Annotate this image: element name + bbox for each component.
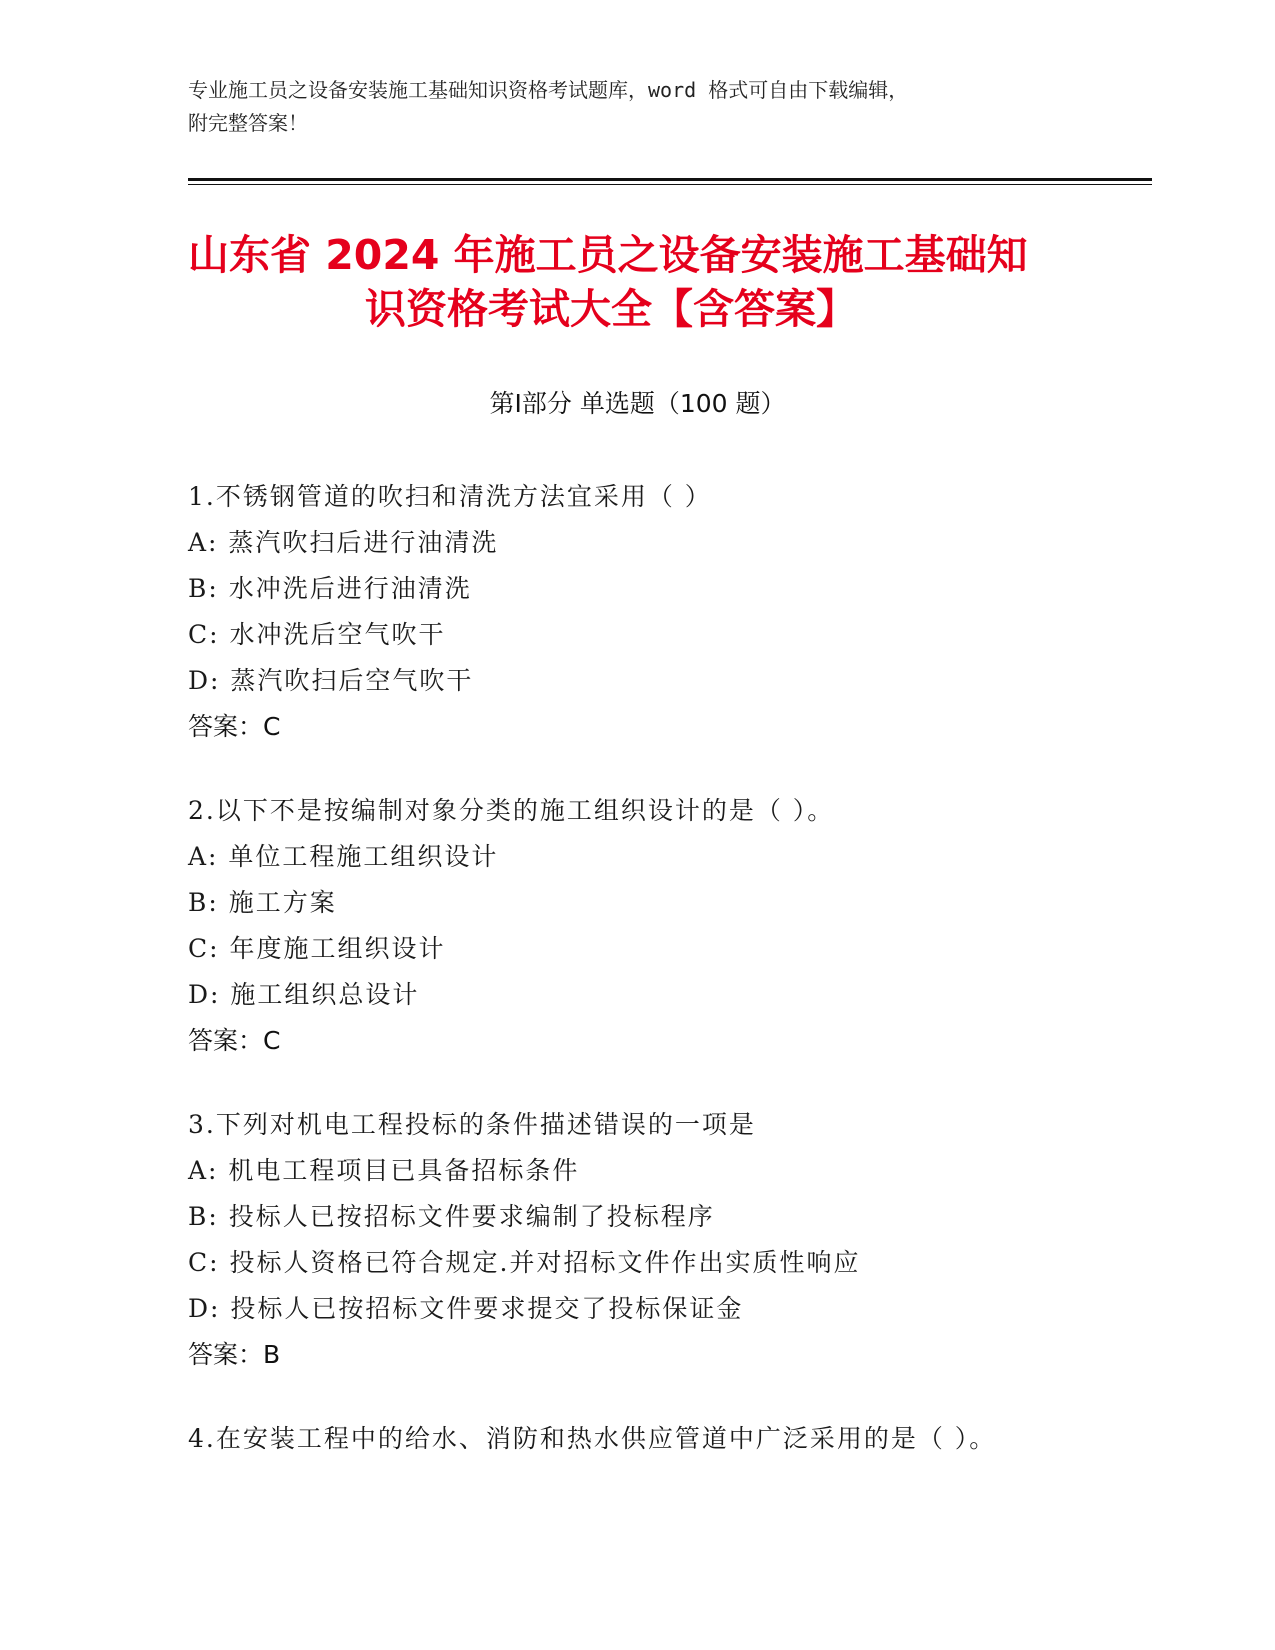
option-c: C: 投标人资格已符合规定.并对招标文件作出实质性响应 xyxy=(188,1248,861,1277)
header-divider xyxy=(188,178,1152,181)
option-b: B: 水冲洗后进行油清洗 xyxy=(188,574,472,603)
answer: 答案：C xyxy=(188,712,281,741)
option-d: D: 蒸汽吹扫后空气吹干 xyxy=(188,666,474,695)
question-stem: 3.下列对机电工程投标的条件描述错误的一项是 xyxy=(188,1110,756,1139)
option-a: A: 单位工程施工组织设计 xyxy=(188,842,499,871)
option-c: C: 年度施工组织设计 xyxy=(188,934,446,963)
option-a: A: 机电工程项目已具备招标条件 xyxy=(188,1156,580,1185)
question-stem: 1.不锈钢管道的吹扫和清洗方法宜采用（ ） xyxy=(188,482,712,511)
option-b: B: 投标人已按招标文件要求编制了投标程序 xyxy=(188,1202,715,1231)
question-stem: 4.在安装工程中的给水、消防和热水供应管道中广泛采用的是（ ）。 xyxy=(188,1424,997,1453)
answer: 答案：B xyxy=(188,1340,281,1369)
question-2 xyxy=(188,788,1128,1064)
section-heading: 第Ⅰ部分 单选题（100 题） xyxy=(489,389,786,418)
header-divider-thin xyxy=(188,184,1152,185)
answer: 答案：C xyxy=(188,1026,281,1055)
question-1 xyxy=(188,474,1128,750)
option-c: C: 水冲洗后空气吹干 xyxy=(188,620,446,649)
option-d: D: 施工组织总设计 xyxy=(188,980,420,1009)
question-3 xyxy=(188,1102,1128,1378)
question-stem: 2.以下不是按编制对象分类的施工组织设计的是（ ）。 xyxy=(188,796,835,825)
question-4 xyxy=(188,1416,1128,1462)
header-note xyxy=(188,74,1088,140)
question-list xyxy=(188,474,1128,1500)
title-line-1: 山东省 2024 年施工员之设备安装施工基础知 xyxy=(188,231,1028,279)
option-b: B: 施工方案 xyxy=(188,888,337,917)
option-a: A: 蒸汽吹扫后进行油清洗 xyxy=(188,528,499,557)
header-note-line: 专业施工员之设备安装施工基础知识资格考试题库，word 格式可自由下载编辑， xyxy=(188,78,909,102)
header-note-line: 附完整答案！ xyxy=(188,111,308,135)
document-title xyxy=(188,228,1088,336)
option-d: D: 投标人已按招标文件要求提交了投标保证金 xyxy=(188,1294,744,1323)
title-line-2: 识资格考试大全【含答案】 xyxy=(365,285,857,333)
